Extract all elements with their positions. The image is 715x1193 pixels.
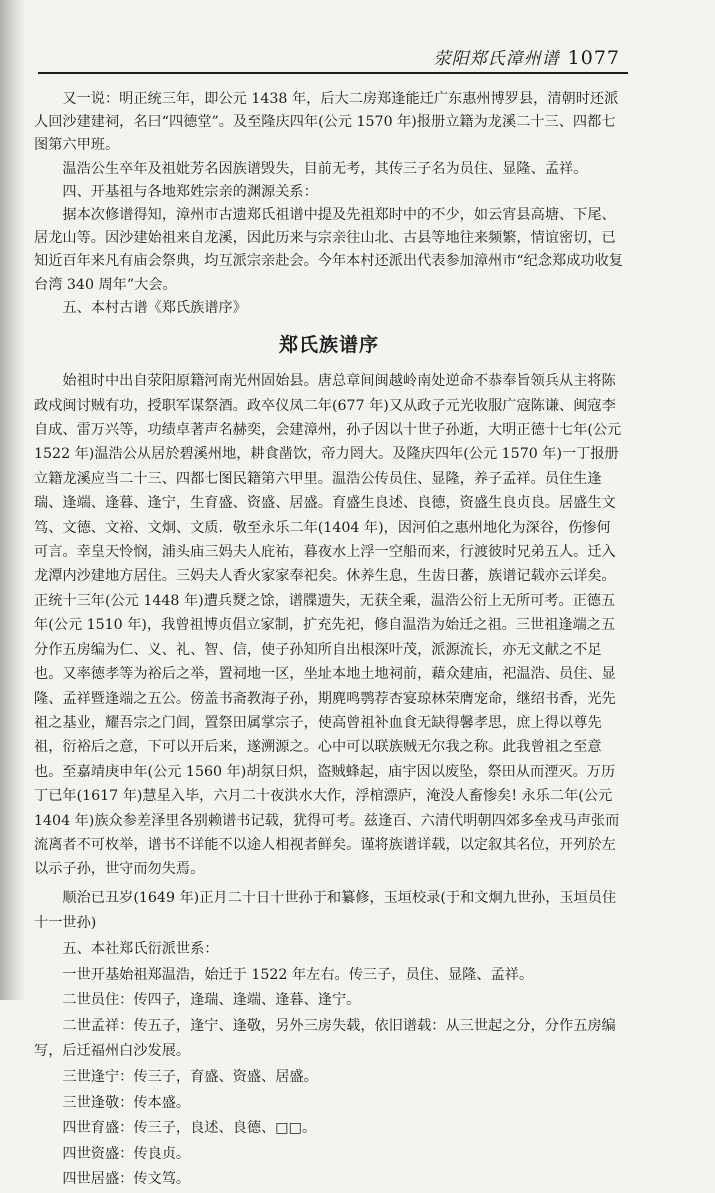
heading-old-genealogy: 五、本村古谱《郑氏族谱序》 [62,299,247,316]
lineage-entry: 二世孟祥：传五子，逢宁、逢敬，另外三房失载，依旧谱载：从三世起之分，分作五房编写，后迁福州白沙发展。 [34,1017,616,1060]
paragraph-another-account: 又一说：明正统三年，即公元 1438 年，后大二房郑逢能迁广东惠州博罗县，清朝时还派人回沙建建祠，名曰“四德堂”。及至隆庆四年(公元 1570 年)报册立籍为龙溪二十三、四都七图第六甲班。 [34,91,619,154]
lineage-entry: 四世居盛：传文笃。 [62,1171,191,1188]
scan-edge-shadow [0,0,26,1000]
lineage-entry: 三世逢敬：传本盛。 [62,1094,191,1111]
book-title: 荥阳郑氏漳州谱 [433,49,560,69]
compilation-note: 顺治已丑岁(1649 年)正月二十日十世孙于和纂修，玉垣校录(于和文炯九世孙，玉垣员住十一世孙) [34,889,617,932]
running-header [300,44,620,72]
page-content [34,88,624,1193]
paragraph-ancestor-note: 温浩公生卒年及祖妣芳名因族谱毁失，目前无考，其传三子名为员住、显隆、孟祥。 [62,160,588,177]
page-number: 1077 [567,47,620,69]
lineage-entry: 一世开基始祖郑温浩，始迁于 1522 年左右。传三子，员住、显隆、孟祥。 [62,966,534,983]
preface-body [34,369,624,882]
lineage-entry: 四世育盛：传三子，良述、良德、□□。 [62,1120,317,1137]
lineage-entry: 三世逢宁：传三子，育盛、资盛、居盛。 [62,1068,318,1085]
lineage-entry: 二世员住：传四子，逢瑞、逢端、逢暮、逢宁。 [62,992,361,1009]
preface-paragraph: 始祖时中出自荥阳原籍河南光州固始县。唐总章间闽越岭南处逆命不恭奉旨领兵从主将陈政戍闽讨贼有功，授职军谋祭酒。政卒仪凤二年(677 年)又从政子元光收服广寇陈谦、闽寇李自成、雷万兴等，功绩卓著声名赫奕，会建漳州，孙子因以十世子孙逝，大明正德十七年(公元 1522 年)温浩公从居於碧溪州地，耕食凿饮，帝力罔大。及隆庆四年(公元 1570 年)一丁报册立籍龙溪应当二十三、四都七图民籍第六甲里。温浩公传员住、显隆，养子孟祥。员住生逢瑞、逢端、逢暮、逢宁，生育盛、资盛、居盛。育盛生良述、良德，资盛生良贞良。居盛生文笃、文德、文裕、文炯、文质．敬至永乐二年(1404 年)，因河伯之惠州地化为深谷，伤惨何可言。幸皇天怜悯，浦头庙三妈夫人庇祐，暮夜水上浮一空船而来，行渡彼时兄弟五人。迁入龙潭内沙建地方居住。三妈夫人香火家家奉祀矣。休养生息，生齿日蕃，族谱记载亦云详矣。正统十三年(公元 1448 年)遭兵燹之馀，谱牒遗失，无获全乘，温浩公衍上无所可考。正德五年(公元 1510 年)，我曾祖博贞倡立家制，扩充先祀，修自温浩为始迁之祖。三世祖逢端之五分作五房编为仁、义、礼、智、信，使子孙知所自出根深叶茂，派源流长，亦无文献之不足也。又率德孝等为裕后之举，置祠地一区，坐址本地土地祠前，藉众建庙，祀温浩、员住、显隆、孟祥暨逢端之五公。傍盖书斋教海子孙，期麂鸣鹗荐杏宴琼林荣膺宠命，继绍书香，光先祖之基业，耀吾宗之门闾，置祭田属掌宗子，使高曾祖补血食无缺得馨孝思，庶上得以尊先祖，衍裕后之意，下可以开后来，遂溯源之。心中可以联族贼无尔我之称。此我曾祖之至意也。至嘉靖庚申年(公元 1560 年)胡氛日炽，盗贼蜂起，庙宇因以废坠，祭田从而湮灭。万历丁已年(1617 年)慧星入毕，六月二十夜洪水大作，浮棺漂庐，淹没人畜惨矣! 永乐二年(公元 1404 年)族众参差泽里各别赖谱书记载，犹得可考。兹逢百、六清代明朝四郊多垒戎马声张而流离者不可枚举，谱书不详能不以途人相视者鲜矣。谨将族谱详载，以定叙其名位，开列於左以示子孙，世守而勿失焉。 [34,373,622,878]
lineage-entry: 四世资盛：传良贞。 [62,1145,191,1162]
paragraph-origin-relations: 据本次修谱得知，漳州市古遗郑氏祖谱中提及先祖郑时中的不少，如云宵县高塘、下尾、居龙山等。因沙建始祖来自龙溪，因此历来与宗亲往山北、古县等地往来频繁，情谊密切，已知近百年来凡有庙会祭典，均互派宗亲赴会。今年本村还派出代表参加漳州市“纪念郑成功收复台湾 340 周年”大会。 [34,207,623,293]
header-rule [38,72,628,74]
heading-lineage: 五、本社郑氏衍派世系： [62,940,219,957]
heading-origin-relations: 四、开基祖与各地郑姓宗亲的渊源关系： [62,183,318,200]
lineage-section [34,886,624,1193]
section-title: 郑氏族谱序 [278,334,379,357]
